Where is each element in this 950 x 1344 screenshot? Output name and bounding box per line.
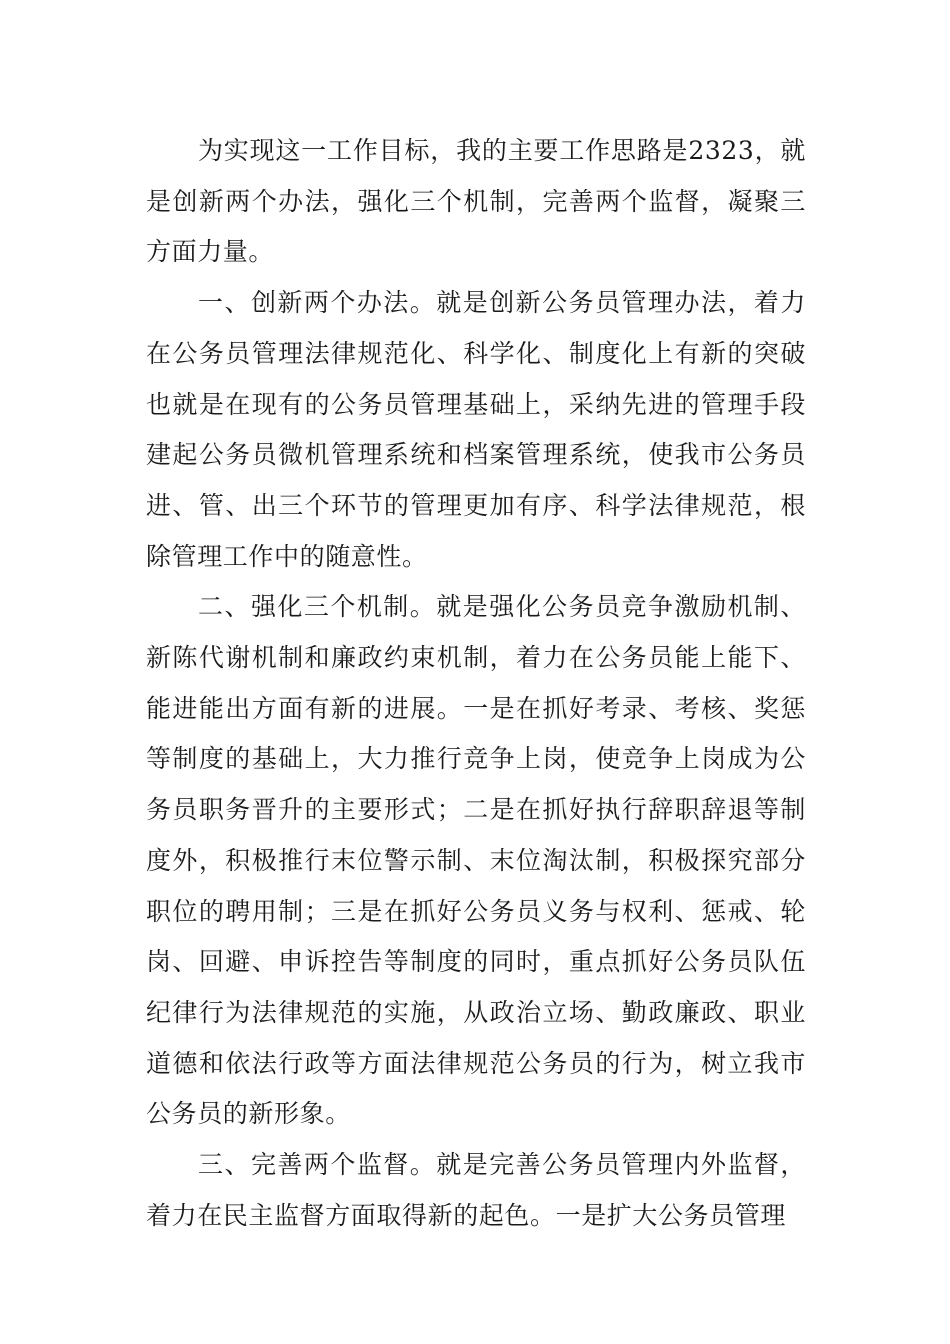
paragraph-section-two: 二、强化三个机制。就是强化公务员竞争激励机制、新陈代谢机制和廉政约束机制，着力在公务员能上能下、能进能出方面有新的进展。一是在抓好考录、考核、奖惩等制度的基础上，大力推行竞争上岗，使竞争上岗成为公务员职务晋升的主要形式；二是在抓好执行辞职辞退等制度外，积极推行末位警示制、末位淘汰制，积极探究部分职位的聘用制；三是在抓好公务员义务与权利、惩戒、轮岗、回避、申诉控告等制度的同时，重点抓好公务员队伍纪律行为法律规范的实施，从政治立场、勤政廉政、职业道德和依法行政等方面法律规范公务员的行为，树立我市公务员的新形象。	[146, 592, 806, 1129]
paragraph-intro: 为实现这一工作目标，我的主要工作思路是2323，就是创新两个办法，强化三个机制，完善两个监督，凝聚三方面力量。	[146, 136, 806, 267]
document-body	[146, 126, 806, 1241]
paragraph-section-one: 一、创新两个办法。就是创新公务员管理办法，着力在公务员管理法律规范化、科学化、制度化上有新的突破也就是在现有的公务员管理基础上，采纳先进的管理手段建起公务员微机管理系统和档案管理系统，使我市公务员进、管、出三个环节的管理更加有序、科学法律规范，根除管理工作中的随意性。	[146, 288, 806, 571]
paragraph-section-three: 三、完善两个监督。就是完善公务员管理内外监督，着力在民主监督方面取得新的起色。一是扩大公务员管理	[146, 1150, 806, 1230]
